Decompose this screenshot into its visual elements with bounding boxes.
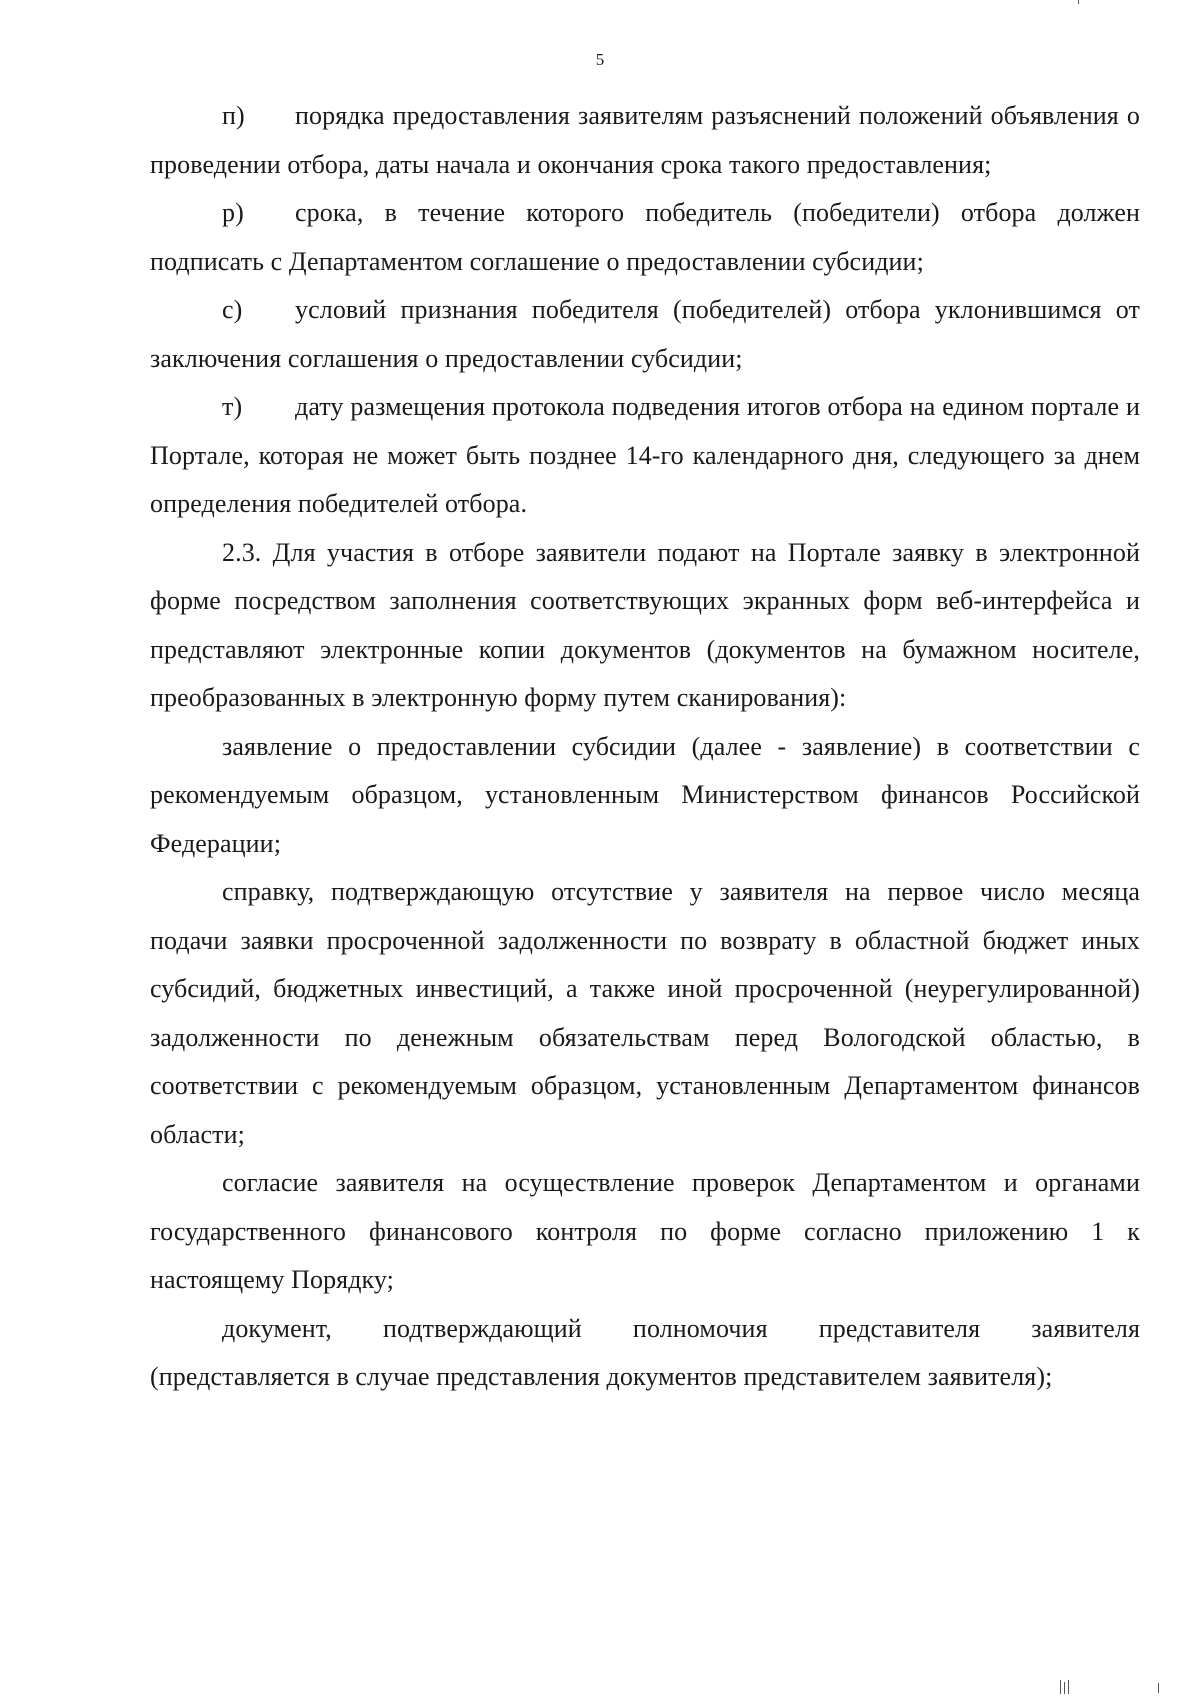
item-label: с) [222,295,243,324]
item-text: срока, в течение которого победитель (победители) отбора должен подписать с Департаментом соглашение о предоставлении субсидии; [150,198,1140,276]
item-text: условий признания победителя (победителей) отбора уклонившимся от заключения соглашения о предоставлении субсидии; [150,295,1140,373]
scan-artifact [1064,1682,1065,1694]
document-item-consent: согласие заявителя на осуществление проверок Департаментом и органами государственного финансового контроля по форме согласно приложению 1 к настоящему Порядку; [150,1168,1140,1294]
list-item-p [150,92,1140,189]
item-text: дату размещения протокола подведения итогов отбора на едином портале и Портале, которая не может быть позднее 14-го календарного дня, следующего за днем определения победителей отбора. [150,392,1140,518]
item-label: п) [222,101,245,130]
section-2-3-paragraph: 2.3. Для участия в отборе заявители подают на Портале заявку в электронной форме посредством заполнения соответствующих экранных форм веб-интерфейса и представляют электронные копии документов (документов на бумажном носителе, преобразованных в электронную форму путем сканирования): [150,537,1140,712]
list-item-s [150,286,1140,383]
scan-artifact [1068,1680,1069,1694]
document-body [150,92,1140,1402]
list-item-r [150,189,1140,286]
scan-artifact [1078,0,1079,4]
list-item-t [150,383,1140,529]
scan-artifact [1060,1680,1061,1694]
document-item-application: заявление о предоставлении субсидии (далее - заявление) в соответствии с рекомендуемым образцом, установленным Министерством финансов Российской Федерации; [150,731,1140,858]
document-item-debt-certificate: справку, подтверждающую отсутствие у заявителя на первое число месяца подачи заявки просроченной задолженности по возврату в областной бюджет иных субсидий, бюджетных инвестиций, а также иной просроченной (неурегулированной) задолженности по денежным обязательствам перед Вологодской областью, в соответствии с рекомендуемым образцом, установленным Департаментом финансов области; [150,877,1140,1149]
scan-artifact [1158,1683,1159,1693]
item-label: р) [222,198,244,227]
item-text: порядка предоставления заявителям разъяснений положений объявления о проведении отбора, даты начала и окончания срока такого предоставления; [150,101,1140,179]
page-number: 5 [595,50,605,69]
item-label: т) [222,392,243,421]
document-item-authority: документ, подтверждающий полномочия представителя заявителя (представляется в случае представления документов представителем заявителя); [150,1313,1140,1391]
